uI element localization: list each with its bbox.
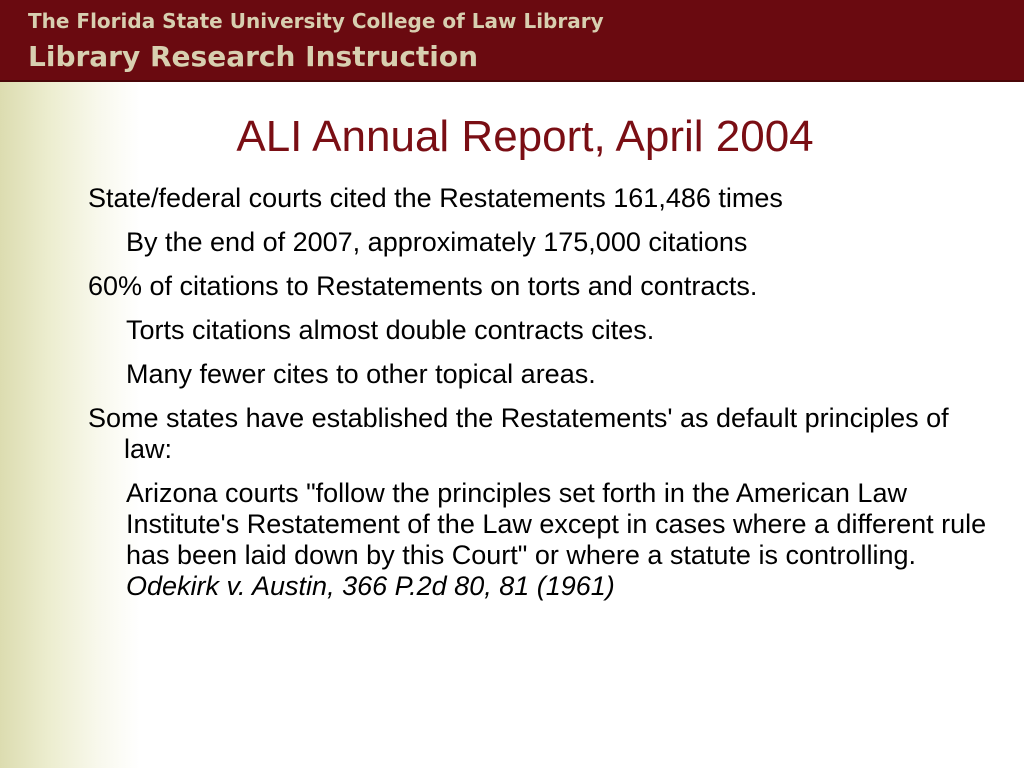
bullet-court-citations: State/federal courts cited the Restatements 161,486 times [88, 183, 783, 213]
sub-bullet-arizona-quote: Arizona courts "follow the principles set forth in the American Law Institute's Restatement of the Law except in cases where a different rule has been laid down by this Court" or where a statute is controlling. [126, 478, 987, 570]
header-subtitle: Library Research Instruction [28, 40, 479, 73]
sub-bullet-torts-vs-contracts: Torts citations almost double contracts cites. [126, 315, 655, 345]
slide-title: ALI Annual Report, April 2004 [236, 112, 814, 161]
slide-content [88, 183, 993, 602]
sub-bullet-other-areas: Many fewer cites to other topical areas. [126, 359, 596, 389]
case-citation: Odekirk v. Austin, 366 P.2d 80, 81 (1961) [126, 571, 615, 601]
header-banner [0, 0, 1024, 82]
header-institution: The Florida State University College of Law Library [28, 9, 604, 33]
bullet-default-principles: Some states have established the Restatements' as default principles of law: [88, 403, 949, 464]
sub-bullet-2007-citations: By the end of 2007, approximately 175,000 citations [126, 227, 748, 257]
bullet-torts-contracts-share: 60% of citations to Restatements on torts and contracts. [88, 271, 758, 301]
